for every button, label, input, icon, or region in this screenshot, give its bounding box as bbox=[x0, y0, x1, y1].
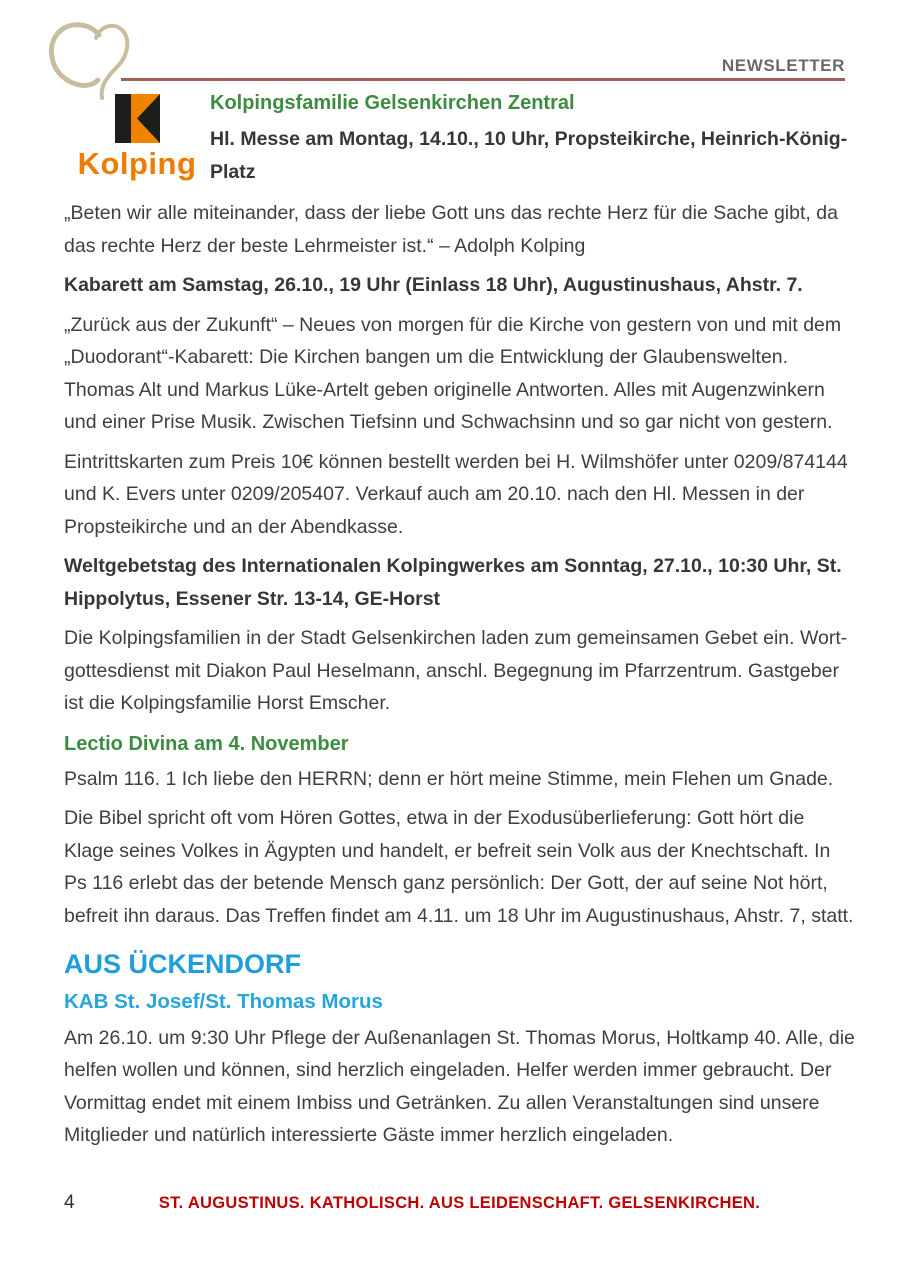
aus-ueckendorf-heading: AUS ÜCKENDORF bbox=[64, 949, 302, 979]
page-number: 4 bbox=[64, 1192, 75, 1213]
lectio-divina-heading: Lectio Divina am 4. November bbox=[64, 732, 349, 755]
kab-subheading: KAB St. Josef/St. Thomas Morus bbox=[64, 990, 383, 1014]
kolping-logo bbox=[64, 90, 210, 195]
lectio-body-paragraph: Die Bibel spricht oft vom Hören Gottes, etwa in der Exodusüberlieferung: Gott hört die Klage seines Volkes in Ägypten und handelt, er befreit sein Volk aus der Knechtschaft. In Ps 116 erlebt das der betende Mensch ganz persönlich: Der Gott, der auf seine Not hört, befreit ihn daraus. Das Treffen findet am 4.11. um 18 Uhr im Augustinushaus, Ahstr. 7, statt. bbox=[64, 807, 854, 927]
kolping-wordmark: Kolping bbox=[77, 146, 197, 181]
tickets-paragraph: Eintrittskarten zum Preis 10€ können bestellt werden bei H. Wilmshöfer unter 0209/874144 und K. Evers unter 0209/205407. Verkauf auch am 20.10. nach den Hl. Messen in der Propsteikirche und an der Abendkasse. bbox=[64, 450, 848, 538]
kolping-k-icon bbox=[115, 94, 160, 148]
header-rule bbox=[121, 78, 845, 81]
kolping-section-header bbox=[64, 90, 855, 195]
footer-tagline: ST. AUGUSTINUS. KATHOLISCH. AUS LEIDENSCHAFT. GELSENKIRCHEN. bbox=[158, 1194, 761, 1212]
newsletter-label: NEWSLETTER bbox=[721, 56, 845, 75]
kabarett-event-title: Kabarett am Samstag, 26.10., 19 Uhr (Einlass 18 Uhr), Augustinushaus, Ahstr. 7. bbox=[64, 274, 803, 296]
page-content bbox=[64, 90, 855, 1159]
mass-event-title: Hl. Messe am Montag, 14.10., 10 Uhr, Propsteikirche, Heinrich-König-Platz bbox=[210, 128, 848, 183]
kabarett-paragraph: „Zurück aus der Zukunft“ – Neues von morgen für die Kirche von gestern von und mit dem „Duodorant“-Kabarett: Die Kirchen bangen um die Entwicklung der Glaubenswelten. Thomas Alt und Markus Lüke-Artelt geben originelle Antworten. Alles mit Augenzwinkern und einer Prise Musik. Zwischen Tiefsinn und Schwachsinn und so gar nicht von gestern. bbox=[64, 313, 842, 433]
kolping-heading: Kolpingsfamilie Gelsenkirchen Zentral bbox=[210, 92, 575, 114]
kolping-quote-paragraph: „Beten wir alle miteinander, dass der liebe Gott uns das rechte Herz für die Sache gibt, da das rechte Herz der beste Lehrmeister ist.“ – Adolph Kolping bbox=[64, 202, 838, 257]
kolping-header-text bbox=[210, 90, 855, 195]
weltgebetstag-paragraph: Die Kolpingsfamilien in der Stadt Gelsenkirchen laden zum gemeinsamen Gebet ein. Wortgottesdienst mit Diakon Paul Heselmann, anschl. Begegnung im Pfarrzentrum. Gastgeber ist die Kolpingsfamilie Horst Emscher. bbox=[64, 627, 848, 714]
weltgebetstag-event-title: Weltgebetstag des Internationalen Kolpingwerkes am Sonntag, 27.10., 10:30 Uhr, St. Hippolytus, Essener Str. 13-14, GE-Horst bbox=[64, 555, 842, 610]
psalm-paragraph: Psalm 116. 1 Ich liebe den HERRN; denn er hört meine Stimme, mein Flehen um Gnade. bbox=[64, 767, 834, 790]
ueckendorf-paragraph: Am 26.10. um 9:30 Uhr Pflege der Außenanlagen St. Thomas Morus, Holtkamp 40. Alle, die helfen wollen und können, sind herzlich eingeladen. Helfer werden immer gebraucht. Der Vormittag endet mit einem Imbiss und Getränken. Zu allen Veranstaltungen sind unsere Mitglieder und natürlich interessierte Gäste immer herzlich eingeladen. bbox=[64, 1026, 855, 1147]
page-footer bbox=[64, 1192, 855, 1222]
